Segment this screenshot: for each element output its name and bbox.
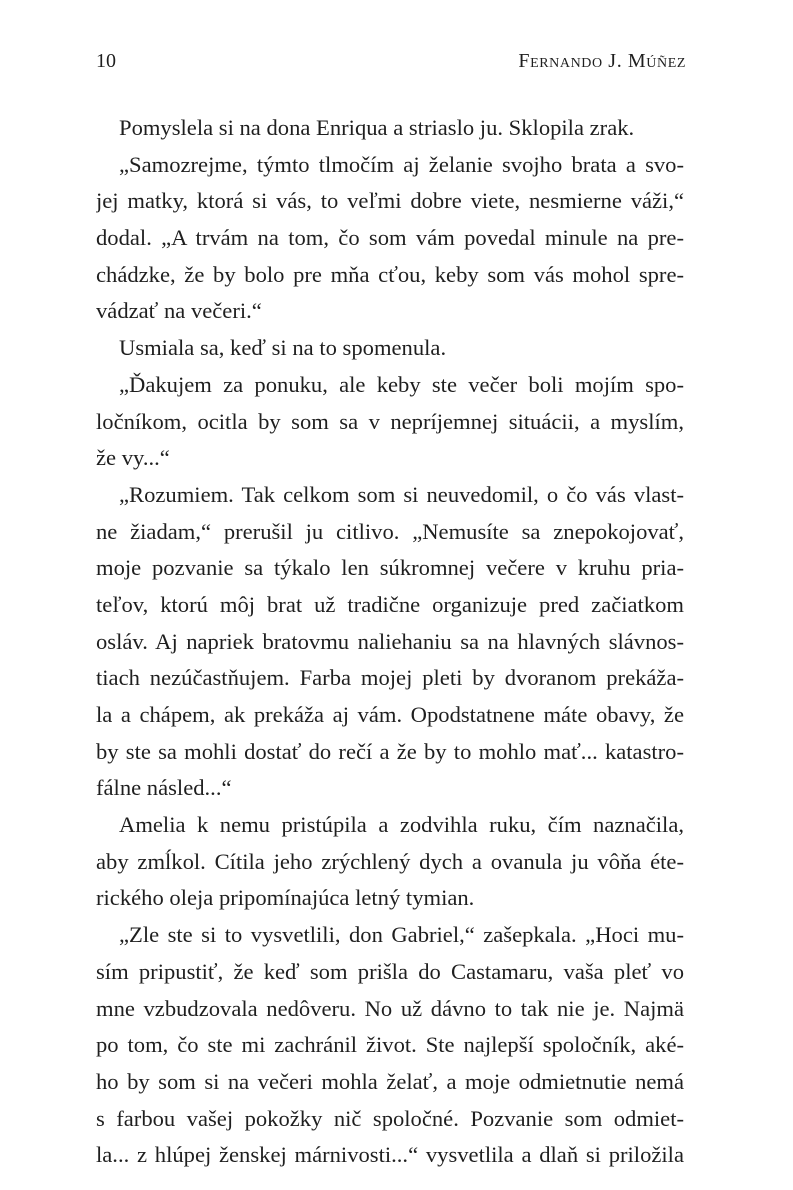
text-line: chádzke, že by bolo pre mňa cťou, keby som vás mohol spre-: [96, 261, 684, 287]
text-line: fálne násled...“: [96, 775, 232, 801]
text-line: osláv. Aj napriek bratovmu naliehaniu sa na hlavných slávnos-: [96, 628, 684, 654]
text-line: dodal. „A trvám na tom, čo som vám povedal minule na pre-: [96, 225, 684, 251]
text-line: la a chápem, ak prekáža aj vám. Opodstatnene máte obavy, že: [96, 702, 684, 727]
text-line: mne vzbudzovala nedôveru. No už dávno to tak nie je. Najmä: [96, 995, 684, 1021]
text-line: ho by som si na večeri mohla želať, a moje odmietnutie nemá: [96, 1068, 684, 1094]
text-line: že vy...“: [96, 445, 170, 471]
text-line: rického oleja pripomínajúca letný tymian.: [96, 885, 475, 911]
text-line: Usmiala sa, keď si na to spomenula.: [119, 335, 447, 361]
text-line: s farbou vašej pokožky nič spoločné. Pozvanie som odmiet-: [96, 1105, 684, 1131]
text-line: la... z hlúpej ženskej márnivosti...“ vysvetlila a dlaň si priložila: [96, 1142, 684, 1168]
text-line: Pomyslela si na dona Enriqua a striaslo ju. Sklopila zrak.: [119, 115, 635, 140]
text-line: by ste sa mohli dostať do rečí a že by to mohlo mať... katastro-: [96, 738, 684, 764]
body-text: [96, 110, 684, 1174]
text-line: sím pripustiť, že keď som prišla do Castamaru, vaša pleť vo: [96, 958, 684, 984]
text-line: teľov, ktorú môj brat už tradične organizuje pred začiatkom: [96, 591, 684, 617]
page-number: 10: [96, 50, 116, 72]
text-line: „Ďakujem za ponuku, ale keby ste večer boli mojím spo-: [119, 371, 684, 397]
text-line: moje pozvanie sa týkalo len súkromnej večere v kruhu pria-: [96, 555, 684, 581]
text-line: „Rozumiem. Tak celkom som si neuvedomil, o čo vás vlast-: [119, 481, 684, 507]
text-line: Amelia k nemu pristúpila a zodvihla ruku, čím naznačila,: [119, 812, 684, 838]
book-author: Fernando J. Múñez: [518, 50, 686, 72]
text-line: aby zmĺkol. Cítila jeho zrýchlený dych a ovanula ju vôňa éte-: [96, 848, 684, 874]
text-line: po tom, čo ste mi zachránil život. Ste najlepší spoločník, aké-: [96, 1032, 684, 1058]
text-line: ločníkom, ocitla by som sa v nepríjemnej situácii, a myslím,: [96, 408, 684, 434]
text-line: „Zle ste si to vysvetlili, don Gabriel,“ zašepkala. „Hoci mu-: [119, 922, 684, 948]
text-line: „Samozrejme, týmto tlmočím aj želanie svojho brata a svo-: [119, 151, 684, 177]
text-line: vádzať na večeri.“: [96, 298, 262, 324]
text-line: tiach nezúčastňujem. Farba mojej pleti by dvoranom prekáža-: [96, 665, 684, 691]
text-line: ne žiadam,“ prerušil ju citlivo. „Nemusíte sa znepokojovať,: [96, 518, 684, 544]
text-line: jej matky, ktorá si vás, to veľmi dobre viete, nesmierne váži,“: [96, 188, 684, 214]
running-header: [96, 46, 686, 76]
